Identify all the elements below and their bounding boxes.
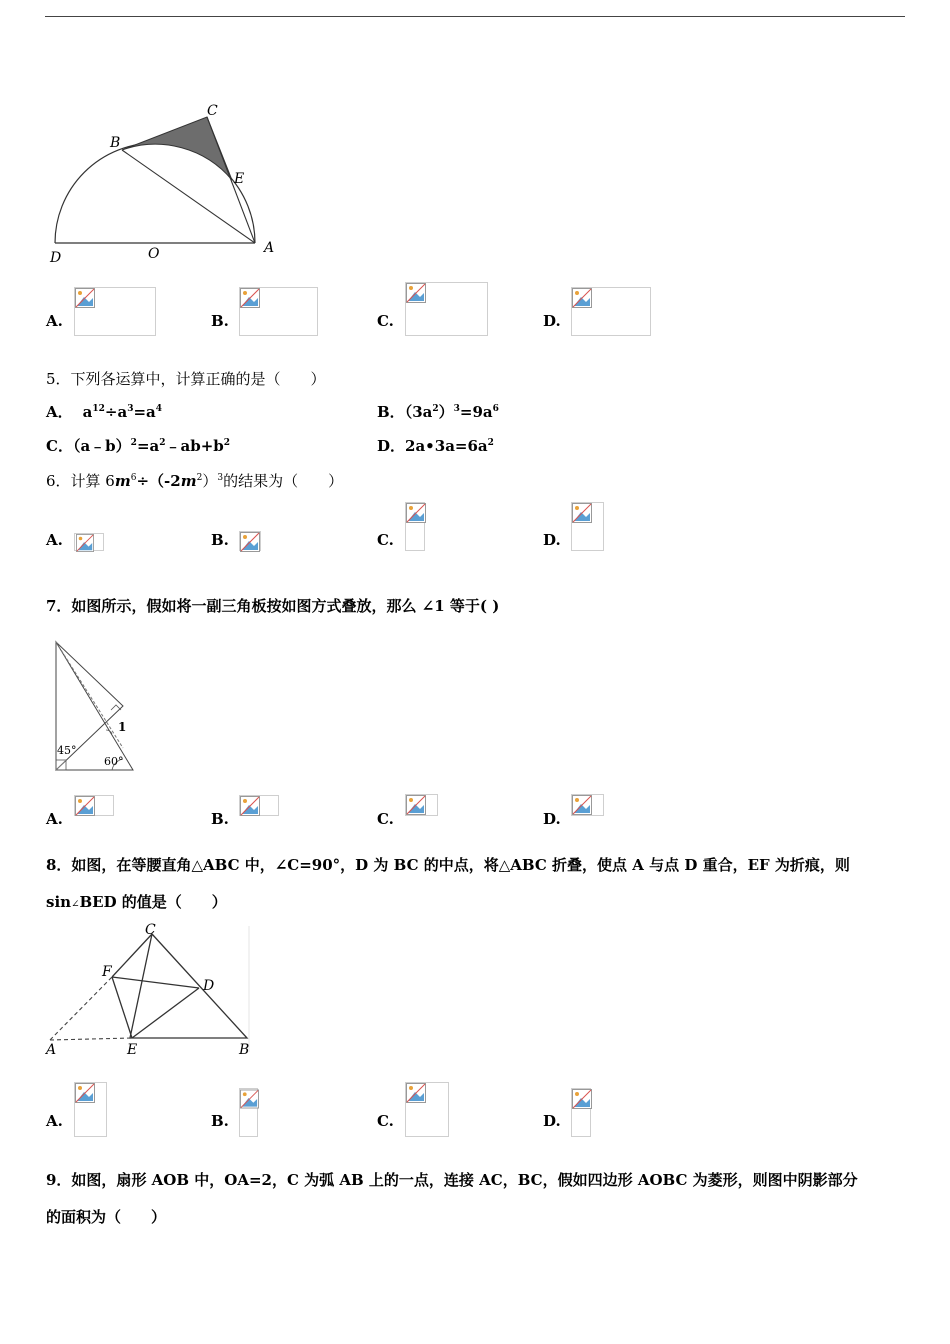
- q4-semicircle-arc: [55, 143, 255, 243]
- q5-option-c-label: C．: [46, 437, 73, 455]
- q4-option-a-label: A.: [46, 312, 63, 330]
- broken-image-icon: [572, 1089, 592, 1109]
- q8-label-F: F: [102, 964, 112, 980]
- broken-image-icon: [406, 1083, 426, 1103]
- q4-label-A: A: [264, 240, 275, 256]
- q8-stem-line2: [46, 892, 227, 915]
- q8-stem-rest: BED 的值是（ ）: [79, 893, 227, 911]
- q8-option-d-label: D.: [543, 1112, 561, 1130]
- q6-stem-text: ）: [202, 472, 218, 490]
- q6-option-c-label: C.: [377, 531, 394, 549]
- q5-b-text: ）: [438, 403, 454, 421]
- broken-image-icon: [75, 1083, 95, 1103]
- broken-image-icon: [75, 288, 95, 308]
- q8-line-ED: [132, 988, 199, 1038]
- q5-d-text: 2a•3a=6a: [405, 437, 488, 455]
- q8-line-FE: [112, 977, 132, 1038]
- q4-option-a-image[interactable]: [74, 287, 156, 336]
- q7-option-b-label: B.: [211, 810, 229, 828]
- q6-option-a-label: A.: [46, 531, 63, 549]
- q8-label-A: A: [46, 1042, 57, 1057]
- q4-option-d-label: D.: [543, 312, 561, 330]
- q8-triangle-CB-edge: [130, 934, 247, 1038]
- q8-label-B: B: [239, 1042, 250, 1057]
- q9-stem-line2: 的面积为（ ）: [46, 1208, 167, 1226]
- q8-dashed-AF: [50, 977, 112, 1040]
- q5-option-a: [46, 402, 162, 422]
- q5-option-d-label: D．: [377, 437, 406, 455]
- q5-b-text: =9a: [459, 403, 493, 421]
- q5-d-sup: 2: [487, 438, 494, 448]
- q6-option-d-label: D.: [543, 531, 561, 549]
- q7-option-b-image[interactable]: [239, 795, 279, 816]
- q6-sup: 2: [196, 473, 203, 483]
- q4-label-C: C: [207, 103, 218, 119]
- q6-sup: 3: [217, 473, 224, 483]
- q8-label-D: D: [203, 978, 215, 994]
- broken-image-icon: [240, 796, 260, 816]
- q9-stem-line1: 9．如图，扇形 AOB 中，OA=2，C 为弧 AB 上的一点，连接 AC，BC，假如四边形 AOBC 为菱形，则图中阴影部分: [46, 1171, 858, 1189]
- q5-c-text: ﹣ab+b: [165, 437, 224, 455]
- q5-a-sup: 3: [127, 404, 134, 414]
- broken-image-icon: [572, 795, 592, 815]
- broken-image-icon: [406, 795, 426, 815]
- q5-a-text: ÷a: [104, 403, 128, 421]
- q8-angle-symbol: ∠: [71, 899, 80, 910]
- q4-segment-BA: [122, 150, 255, 243]
- q5-option-c: [46, 436, 230, 456]
- broken-image-icon: [406, 503, 426, 523]
- q7-option-c-image[interactable]: [405, 794, 438, 816]
- q4-option-c-label: C.: [377, 312, 394, 330]
- q7-option-d-label: D.: [543, 810, 561, 828]
- broken-image-icon: [75, 534, 95, 552]
- q4-label-B: B: [110, 135, 121, 151]
- q4-label-D: D: [50, 250, 62, 266]
- q5-a-sup: 12: [92, 404, 105, 414]
- q6-var-m: m: [114, 472, 131, 490]
- q8-option-b-image[interactable]: [239, 1088, 258, 1137]
- q5-c-sup: 2: [130, 438, 137, 448]
- q5-option-d: [377, 436, 494, 456]
- q5-b-sup: 2: [432, 404, 439, 414]
- q8-option-d-image[interactable]: [571, 1088, 591, 1137]
- broken-image-icon: [406, 283, 426, 303]
- broken-image-icon: [240, 288, 260, 308]
- q4-geometry-figure: [40, 95, 290, 270]
- q4-label-O: O: [148, 246, 160, 262]
- q5-c-sup: 2: [223, 438, 231, 448]
- q6-option-a-image[interactable]: [74, 533, 104, 551]
- broken-image-icon: [572, 288, 592, 308]
- q7-label-60: 60°: [104, 755, 124, 768]
- q7-option-c-label: C.: [377, 810, 394, 828]
- q6-option-b-image[interactable]: [239, 531, 261, 551]
- q5-a-text: =a: [133, 403, 156, 421]
- q5-stem: 5．下列各运算中，计算正确的是（ ）: [46, 370, 326, 388]
- q7-stem: 7．如图所示，假如将一副三角板按如图方式叠放，那么 ∠1 等于( ): [46, 597, 500, 615]
- q8-stem-line1: 8．如图，在等腰直角△ABC 中，∠C=90°，D 为 BC 的中点，将△ABC 折叠，使点 A 与点 D 重合，EF 为折痕，则: [46, 856, 850, 874]
- q5-option-a-label: A．: [46, 403, 73, 421]
- q4-option-b-image[interactable]: [239, 287, 318, 336]
- q5-option-b: [377, 402, 499, 422]
- q7-option-a-label: A.: [46, 810, 63, 828]
- q6-var-m: m: [180, 472, 197, 490]
- q4-option-d-image[interactable]: [571, 287, 651, 336]
- q6-option-d-image[interactable]: [571, 502, 604, 551]
- q6-sup: 6: [130, 473, 137, 483]
- q8-sin-text: sin: [46, 893, 72, 911]
- q8-line-FD: [112, 977, 199, 988]
- q7-label-1: 1: [118, 720, 127, 734]
- q4-option-b-label: B.: [211, 312, 229, 330]
- q7-triangle-figure: [48, 638, 143, 776]
- q5-b-text: （3a: [404, 403, 433, 421]
- q5-a-sup: 4: [155, 404, 163, 414]
- q5-c-text: =a: [136, 437, 160, 455]
- q7-label-45: 45°: [57, 744, 77, 757]
- q6-stem-text: ÷（-2: [136, 472, 181, 490]
- header-rule: [45, 16, 905, 17]
- q6-option-b-label: B.: [211, 531, 229, 549]
- q6-option-c-image[interactable]: [405, 502, 425, 551]
- q8-option-c-label: C.: [377, 1112, 394, 1130]
- q8-label-C: C: [145, 922, 156, 938]
- q6-stem-text: 的结果为（ ）: [223, 472, 344, 490]
- q8-option-a-label: A.: [46, 1112, 63, 1130]
- q8-option-a-image[interactable]: [74, 1082, 107, 1137]
- q5-c-text: （a﹣b）: [72, 437, 131, 455]
- q7-option-a-image[interactable]: [74, 795, 114, 816]
- q5-b-sup: 3: [453, 404, 460, 414]
- q8-option-c-image[interactable]: [405, 1082, 449, 1137]
- q5-option-b-label: B．: [377, 403, 405, 421]
- q4-segment-CA: [207, 117, 255, 243]
- broken-image-icon: [75, 796, 95, 816]
- q5-b-sup: 6: [492, 404, 499, 414]
- q4-option-c-image[interactable]: [405, 282, 488, 336]
- q5-a-text: a: [82, 403, 93, 421]
- broken-image-icon: [240, 1089, 259, 1109]
- q6-stem: [46, 471, 343, 491]
- q8-line-CF: [112, 934, 152, 977]
- q4-shaded-region: [122, 117, 232, 180]
- q8-label-E: E: [127, 1042, 138, 1057]
- q6-stem-text: 6．计算 6: [46, 472, 115, 490]
- broken-image-icon: [572, 503, 592, 523]
- q4-label-E: E: [234, 171, 245, 187]
- q8-dashed-AE: [50, 1038, 132, 1040]
- q7-option-d-image[interactable]: [571, 794, 604, 816]
- broken-image-icon: [240, 532, 260, 552]
- q5-c-sup: 2: [159, 438, 166, 448]
- q8-option-b-label: B.: [211, 1112, 229, 1130]
- q8-triangle-figure: [44, 922, 254, 1057]
